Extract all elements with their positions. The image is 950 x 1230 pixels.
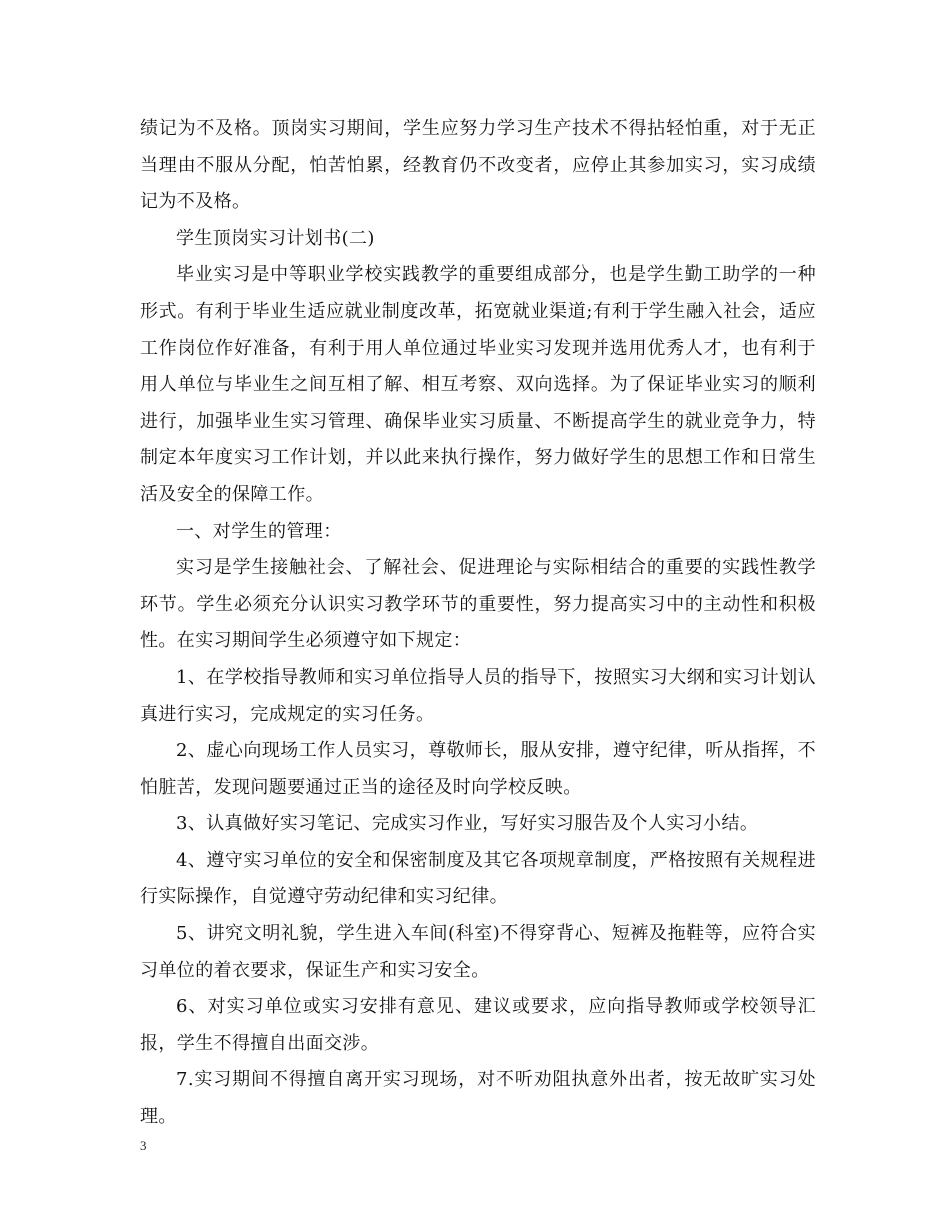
document-body <box>140 111 816 1136</box>
paragraph-practice-overview: 实习是学生接触社会、了解社会、促进理论与实际相结合的重要的实践性教学环节。学生必须充分认识实习教学环节的重要性，努力提高实习中的主动性和积极性。在实习期间学生必须遵守如下规定： <box>140 557 816 652</box>
section-title: 学生顶岗实习计划书(二) <box>176 227 375 249</box>
rule-item-7: 7.实习期间不得擅自离开实习现场，对不听劝阻执意外出者，按无故旷实习处理。 <box>140 1069 816 1128</box>
paragraph-intro: 毕业实习是中等职业学校实践教学的重要组成部分，也是学生勤工助学的一种形式。有利于毕业生适应就业制度改革，拓宽就业渠道;有利于学生融入社会，适应工作岗位作好准备，有利于用人单位通过毕业实习发现并选用优秀人才，也有利于用人单位与毕业生之间互相了解、相互考察、双向选择。为了保证毕业实习的顺利进行，加强毕业生实习管理、确保毕业实习质量、不断提高学生的就业竞争力，特制定本年度实习工作计划，并以此来执行操作，努力做好学生的思想工作和日常生活及安全的保障工作。 <box>140 264 816 505</box>
rule-item-4: 4、遵守实习单位的安全和保密制度及其它各项规章制度，严格按照有关规程进行实际操作，自觉遵守劳动纪律和实习纪律。 <box>140 849 816 908</box>
paragraph-continued: 绩记为不及格。顶岗实习期间，学生应努力学习生产技术不得拈轻怕重，对于无正当理由不服从分配，怕苦怕累，经教育仍不改变者，应停止其参加实习，实习成绩记为不及格。 <box>140 118 816 213</box>
rule-item-1: 1、在学校指导教师和实习单位指导人员的指导下，按照实习大纲和实习计划认真进行实习，完成规定的实习任务。 <box>140 666 816 725</box>
rule-item-6: 6、对实习单位或实习安排有意见、建议或要求，应向指导教师或学校领导汇报，学生不得擅自出面交涉。 <box>140 996 816 1054</box>
section-heading-student-management: 一、对学生的管理： <box>176 520 342 542</box>
rule-item-3: 3、认真做好实习笔记、完成实习作业，写好实习服告及个人实习小结。 <box>176 813 759 835</box>
rule-item-5: 5、讲究文明礼貌，学生进入车间(科室)不得穿背心、短裤及拖鞋等，应符合实习单位的着衣要求，保证生产和实习安全。 <box>140 923 816 981</box>
rule-item-2: 2、虚心向现场工作人员实习，尊敬师长，服从安排，遵守纪律，听从指挥，不怕脏苦，发现问题要通过正当的途径及时向学校反映。 <box>140 740 816 798</box>
page-number: 3 <box>140 1138 147 1153</box>
